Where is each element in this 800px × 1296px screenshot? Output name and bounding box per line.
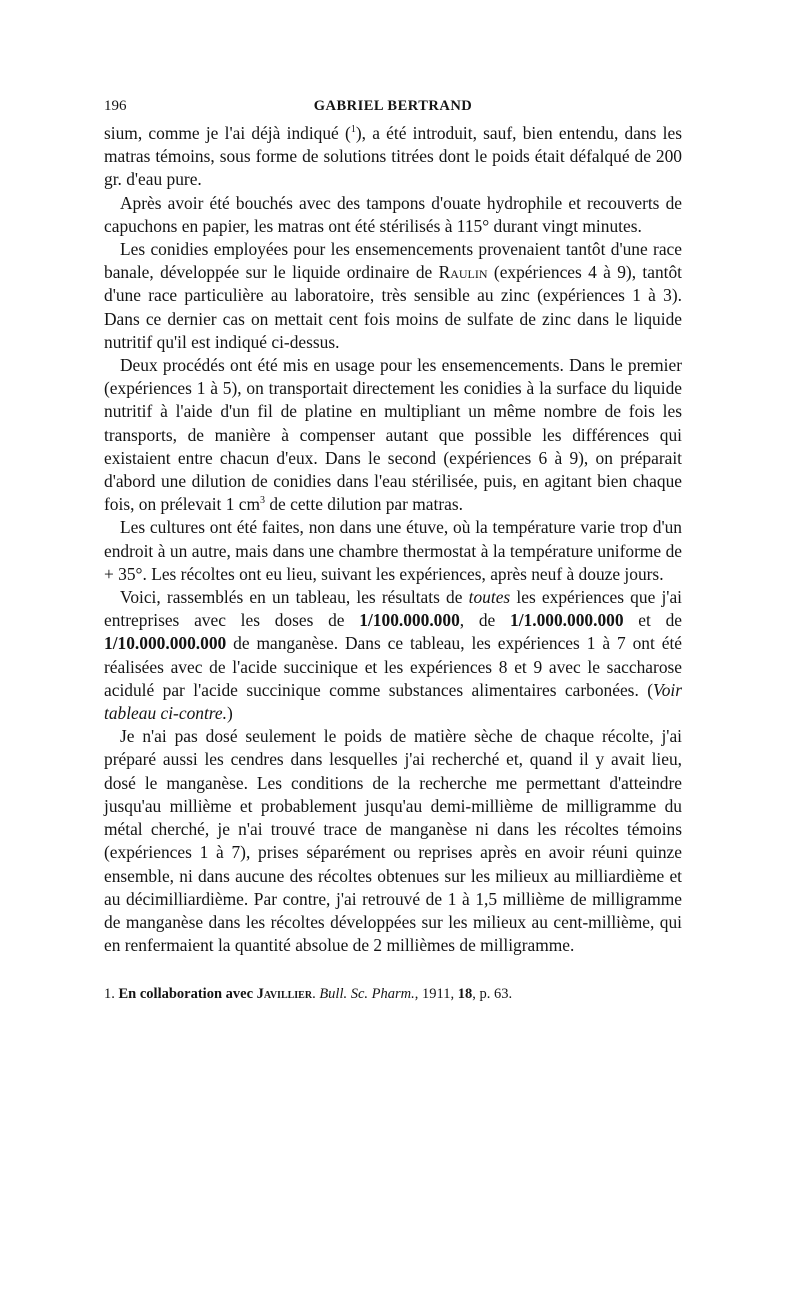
paragraph-dosage: Je n'ai pas dosé seulement le poids de matière sèche de chaque récolte, j'ai préparé aussi les cendres dans lesquelles j'ai recherché et, quand il y avait lieu, dosé le manganèse. Les conditions de la recherche me permettant d'atteindre jusqu'au millième et probablement jusqu'au demi-millième de milligramme du métal cherché, je n'ai trouvé trace de manganèse ni dans les récoltes témoins (expériences 1 à 7), prises séparément ou reprises après en avoir réuni quinze ensemble, ni dans aucune des récoltes obtenues sur les milieux au milliardième et au décimilliardième. Par contre, j'ai retrouvé de 1 à 1,5 millième de milligramme de manganèse dans les récoltes développées sur les milieux au cent-millième, qui en renfermaient la quantité absolue de 2 millièmes de milligramme. <box>104 726 682 956</box>
running-title: GABRIEL BERTRAND <box>313 98 473 114</box>
footnote-journal: Bull. Sc. Pharm. <box>319 986 415 1003</box>
paragraph-tableau: Voici, rassemblés en un tableau, les résultats de toutes les expériences que j'ai entreprises avec les doses de 1/100.000.000, de 1/1.000.000.000 et de 1/10.000.000.000 de manganèse. Dans ce tableau, les expériences 1 à 7 ont été réalisées avec de l'acide succinique et les expériences 8 et 9 avec le saccharose acidulé par l'acide succinique comme substances alimentaires carbonées. (Voir tableau ci-contre.) <box>104 587 682 724</box>
page-header <box>104 96 682 120</box>
body-text <box>104 122 682 957</box>
paragraph-conidies: Les conidies employées pour les ensemencements provenaient tantôt d'une race banale, développée sur le liquide ordinaire de Raulin (expériences 4 à 9), tantôt d'une race particulière au laboratoire, très sensible au zinc (expériences 1 à 3). Dans ce dernier cas on mettait cent fois moins de sulfate de zinc dans le liquide nutritif qu'il est indiqué ci-dessus. <box>104 239 683 352</box>
paragraph-sterilisation: Après avoir été bouchés avec des tampons d'ouate hydrophile et recouverts de capuchons en papier, les matras ont été stérilisés à 115° durant vingt minutes. <box>104 192 682 236</box>
author-name: Raulin <box>438 262 488 283</box>
paragraph-continued: sium, comme je l'ai déjà indiqué ($^1$), a été introduit, sauf, bien entendu, dans les matras témoins, sous forme de solutions titrées dont le poids était défalqué de 200 gr. d'eau pure. <box>104 123 682 190</box>
footnote: 1. En collaboration avec Javillier. Bull. Sc. Pharm., 1911, 18, p. 63. <box>104 986 513 1003</box>
page-number: 196 <box>104 98 127 114</box>
book-page <box>104 96 682 1003</box>
footnote-reference[interactable]: 1 <box>350 124 356 136</box>
paragraph-cultures: Les cultures ont été faites, non dans une étuve, où la température varie trop d'un endroit à un autre, mais dans une chambre thermostat à la température uniforme de + 35°. Les récoltes ont eu lieu, suivant les expériences, après neuf à douze jours. <box>104 517 682 584</box>
footnote-author: Javillier <box>256 986 313 1003</box>
paragraph-ensemencements: Deux procédés ont été mis en usage pour les ensemencements. Dans le premier (expériences 1 à 5), on transportait directement les conidies à la surface du liquide nutritif à l'aide d'un fil de platine en multipliant un même nombre de fois les transports, de manière à compenser autant que possible les différences qui existaient entre chacun d'eux. Dans le second (expériences 6 à 9), on préparait d'abord une dilution de conidies dans l'eau stérilisée, puis, en agitant bien chaque fois, on prélevait 1 $cm^3$ de cette dilution par matras. <box>104 355 682 515</box>
